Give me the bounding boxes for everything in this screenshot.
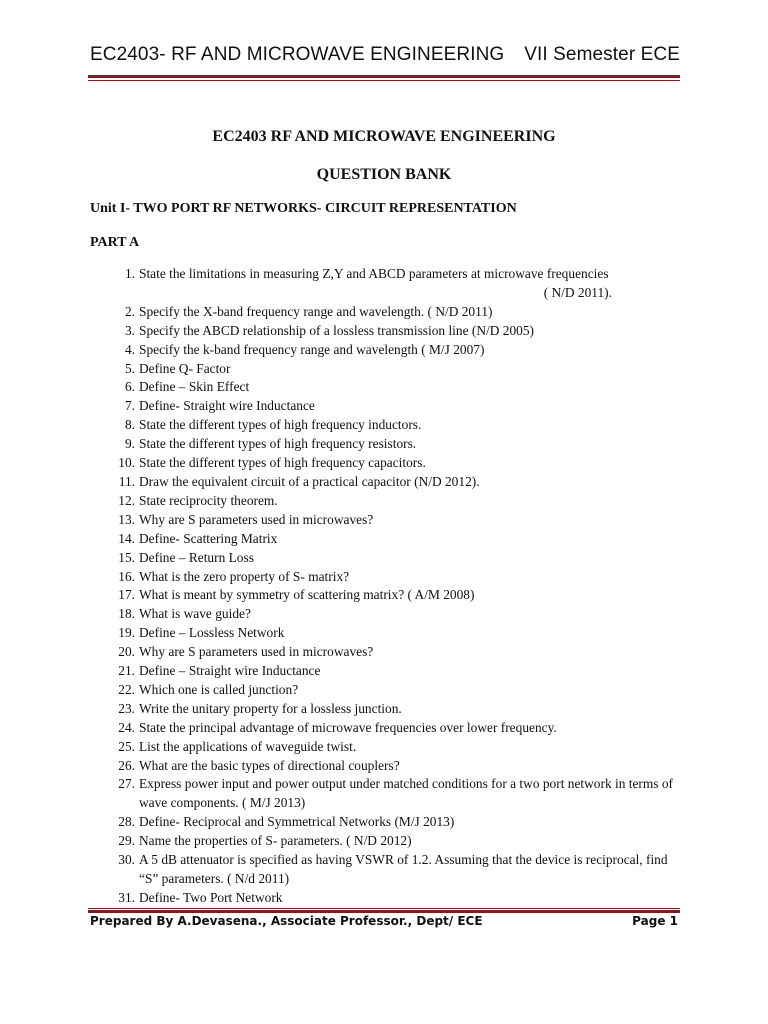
question-text bbox=[135, 624, 682, 643]
question-body: Specify the X-band frequency range and wavelength. ( N/D 2011) bbox=[139, 303, 493, 319]
question-item bbox=[90, 681, 682, 700]
question-body: Define- Two Port Network bbox=[139, 889, 283, 905]
question-body: Why are S parameters used in microwaves? bbox=[139, 511, 374, 527]
question-number: 7. bbox=[124, 398, 135, 414]
document-title: EC2403 RF AND MICROWAVE ENGINEERING bbox=[212, 128, 556, 145]
question-number: 17. bbox=[118, 587, 135, 603]
question-text bbox=[135, 265, 682, 303]
question-number: 1. bbox=[124, 266, 135, 281]
header-course-title: EC2403- RF AND MICROWAVE ENGINEERING bbox=[90, 44, 505, 65]
question-number: 13. bbox=[118, 511, 135, 527]
question-text bbox=[135, 360, 682, 379]
question-body: Write the unitary property for a lossless junction. bbox=[139, 700, 402, 716]
question-body: Why are S parameters used in microwaves? bbox=[139, 644, 374, 660]
question-body: State the different types of high frequency capacitors. bbox=[139, 455, 426, 471]
question-number: 26. bbox=[118, 757, 135, 773]
question-item bbox=[90, 265, 682, 303]
question-item bbox=[90, 435, 682, 454]
question-item bbox=[90, 549, 682, 568]
question-body: What is meant by symmetry of scattering matrix? ( A/M 2008) bbox=[139, 587, 475, 603]
question-body: State the limitations in measuring Z,Y and ABCD parameters at microwave frequencies bbox=[139, 266, 609, 281]
question-number: 14. bbox=[118, 530, 135, 546]
question-body: Define Q- Factor bbox=[139, 360, 231, 376]
question-item bbox=[90, 416, 682, 435]
question-text bbox=[135, 511, 682, 530]
question-item bbox=[90, 662, 682, 681]
question-item bbox=[90, 303, 682, 322]
question-text bbox=[135, 605, 682, 624]
question-item bbox=[90, 700, 682, 719]
footer-rule-thin bbox=[88, 908, 680, 909]
question-number: 5. bbox=[124, 360, 135, 376]
question-body: Define – Straight wire Inductance bbox=[139, 663, 321, 679]
question-number: 24. bbox=[118, 719, 135, 735]
question-body: Name the properties of S- parameters. ( N/D 2012) bbox=[139, 833, 412, 849]
question-list bbox=[90, 265, 682, 908]
question-item bbox=[90, 341, 682, 360]
question-number: 10. bbox=[118, 455, 135, 471]
question-number: 28. bbox=[118, 814, 135, 830]
question-item bbox=[90, 832, 682, 851]
question-text bbox=[135, 397, 682, 416]
page-header bbox=[90, 44, 680, 66]
question-item bbox=[90, 851, 682, 889]
question-number: 19. bbox=[118, 625, 135, 641]
question-exam-ref: ( N/D 2011). bbox=[543, 284, 612, 300]
question-body: Express power input and power output under matched conditions for a two port network in terms of wave components. ( M/J 2013) bbox=[139, 776, 674, 811]
question-body: A 5 dB attenuator is specified as having VSWR of 1.2. Assuming that the device is reciprocal, find “S” parameters. ( N/d 2011) bbox=[139, 852, 668, 886]
question-text bbox=[135, 530, 682, 549]
header-semester: VII Semester ECE bbox=[524, 44, 680, 65]
question-number: 12. bbox=[118, 492, 135, 508]
question-body: What are the basic types of directional couplers? bbox=[139, 757, 400, 773]
question-item bbox=[90, 757, 682, 776]
footer-page-number: Page 1 bbox=[632, 914, 678, 928]
question-text bbox=[135, 681, 682, 700]
question-text bbox=[135, 662, 682, 681]
question-text bbox=[135, 832, 682, 851]
question-body: Define – Return Loss bbox=[139, 549, 254, 565]
question-text bbox=[135, 851, 682, 889]
question-text bbox=[135, 454, 682, 473]
question-text bbox=[135, 757, 682, 776]
footer-author: Prepared By A.Devasena., Associate Professor., Dept/ ECE bbox=[90, 914, 483, 928]
question-number: 18. bbox=[118, 606, 135, 622]
question-item bbox=[90, 322, 682, 341]
question-number: 15. bbox=[118, 549, 135, 565]
question-item bbox=[90, 378, 682, 397]
question-text bbox=[135, 775, 682, 813]
unit-heading: Unit I- TWO PORT RF NETWORKS- CIRCUIT REPRESENTATION bbox=[90, 201, 517, 216]
question-text bbox=[135, 435, 682, 454]
question-number: 25. bbox=[118, 738, 135, 754]
question-body: Define – Skin Effect bbox=[139, 379, 250, 395]
question-text bbox=[135, 586, 682, 605]
question-number: 2. bbox=[124, 303, 135, 319]
question-body: Define- Scattering Matrix bbox=[139, 530, 278, 546]
question-number: 6. bbox=[124, 379, 135, 395]
question-item bbox=[90, 586, 682, 605]
question-item bbox=[90, 473, 682, 492]
question-text bbox=[135, 719, 682, 738]
question-number: 3. bbox=[124, 322, 135, 338]
question-item bbox=[90, 360, 682, 379]
question-text bbox=[135, 549, 682, 568]
question-text bbox=[135, 889, 682, 908]
question-item bbox=[90, 719, 682, 738]
question-item bbox=[90, 511, 682, 530]
question-number: 31. bbox=[118, 889, 135, 905]
question-item bbox=[90, 624, 682, 643]
question-text bbox=[135, 738, 682, 757]
question-body: Draw the equivalent circuit of a practical capacitor (N/D 2012). bbox=[139, 473, 480, 489]
question-number: 16. bbox=[118, 568, 135, 584]
header-rule-thick bbox=[88, 75, 680, 78]
question-text bbox=[135, 568, 682, 587]
page-footer bbox=[90, 914, 678, 928]
question-item bbox=[90, 454, 682, 473]
question-body: State the different types of high frequency resistors. bbox=[139, 436, 417, 452]
part-heading: PART A bbox=[90, 235, 140, 250]
question-body: State the different types of high frequency inductors. bbox=[139, 417, 422, 433]
question-body: Specify the k-band frequency range and wavelength ( M/J 2007) bbox=[139, 341, 485, 357]
question-number: 11. bbox=[118, 473, 135, 489]
question-number: 21. bbox=[118, 663, 135, 679]
question-item bbox=[90, 530, 682, 549]
question-body: Define – Lossless Network bbox=[139, 625, 285, 641]
question-text bbox=[135, 416, 682, 435]
question-text bbox=[135, 700, 682, 719]
question-item bbox=[90, 605, 682, 624]
question-item bbox=[90, 738, 682, 757]
header-rule-thin bbox=[88, 80, 680, 81]
question-text bbox=[135, 322, 682, 341]
question-number: 22. bbox=[118, 681, 135, 697]
question-item bbox=[90, 813, 682, 832]
question-text bbox=[135, 492, 682, 511]
question-body: Which one is called junction? bbox=[139, 681, 299, 697]
question-number: 9. bbox=[124, 436, 135, 452]
question-item bbox=[90, 643, 682, 662]
question-body: Define- Straight wire Inductance bbox=[139, 398, 315, 414]
question-body: State the principal advantage of microwave frequencies over lower frequency. bbox=[139, 719, 557, 735]
question-number: 4. bbox=[124, 341, 135, 357]
question-body: What is the zero property of S- matrix? bbox=[139, 568, 350, 584]
question-body: List the applications of waveguide twist. bbox=[139, 738, 357, 754]
question-item bbox=[90, 775, 682, 813]
question-number: 29. bbox=[118, 833, 135, 849]
question-text bbox=[135, 473, 682, 492]
question-body: Define- Reciprocal and Symmetrical Networks (M/J 2013) bbox=[139, 814, 455, 830]
footer-rule-thick bbox=[88, 910, 680, 913]
question-item bbox=[90, 397, 682, 416]
question-item bbox=[90, 568, 682, 587]
question-text bbox=[135, 341, 682, 360]
question-number: 23. bbox=[118, 700, 135, 716]
question-body: State reciprocity theorem. bbox=[139, 492, 278, 508]
question-text bbox=[135, 378, 682, 397]
question-item bbox=[90, 889, 682, 908]
question-number: 20. bbox=[118, 644, 135, 660]
question-number: 27. bbox=[118, 776, 135, 792]
question-text bbox=[135, 813, 682, 832]
question-body: What is wave guide? bbox=[139, 606, 251, 622]
question-number: 8. bbox=[124, 417, 135, 433]
question-text bbox=[135, 643, 682, 662]
document-subtitle: QUESTION BANK bbox=[316, 166, 452, 183]
question-body: Specify the ABCD relationship of a lossless transmission line (N/D 2005) bbox=[139, 322, 534, 338]
question-number: 30. bbox=[118, 852, 135, 868]
question-item bbox=[90, 492, 682, 511]
question-text bbox=[135, 303, 682, 322]
